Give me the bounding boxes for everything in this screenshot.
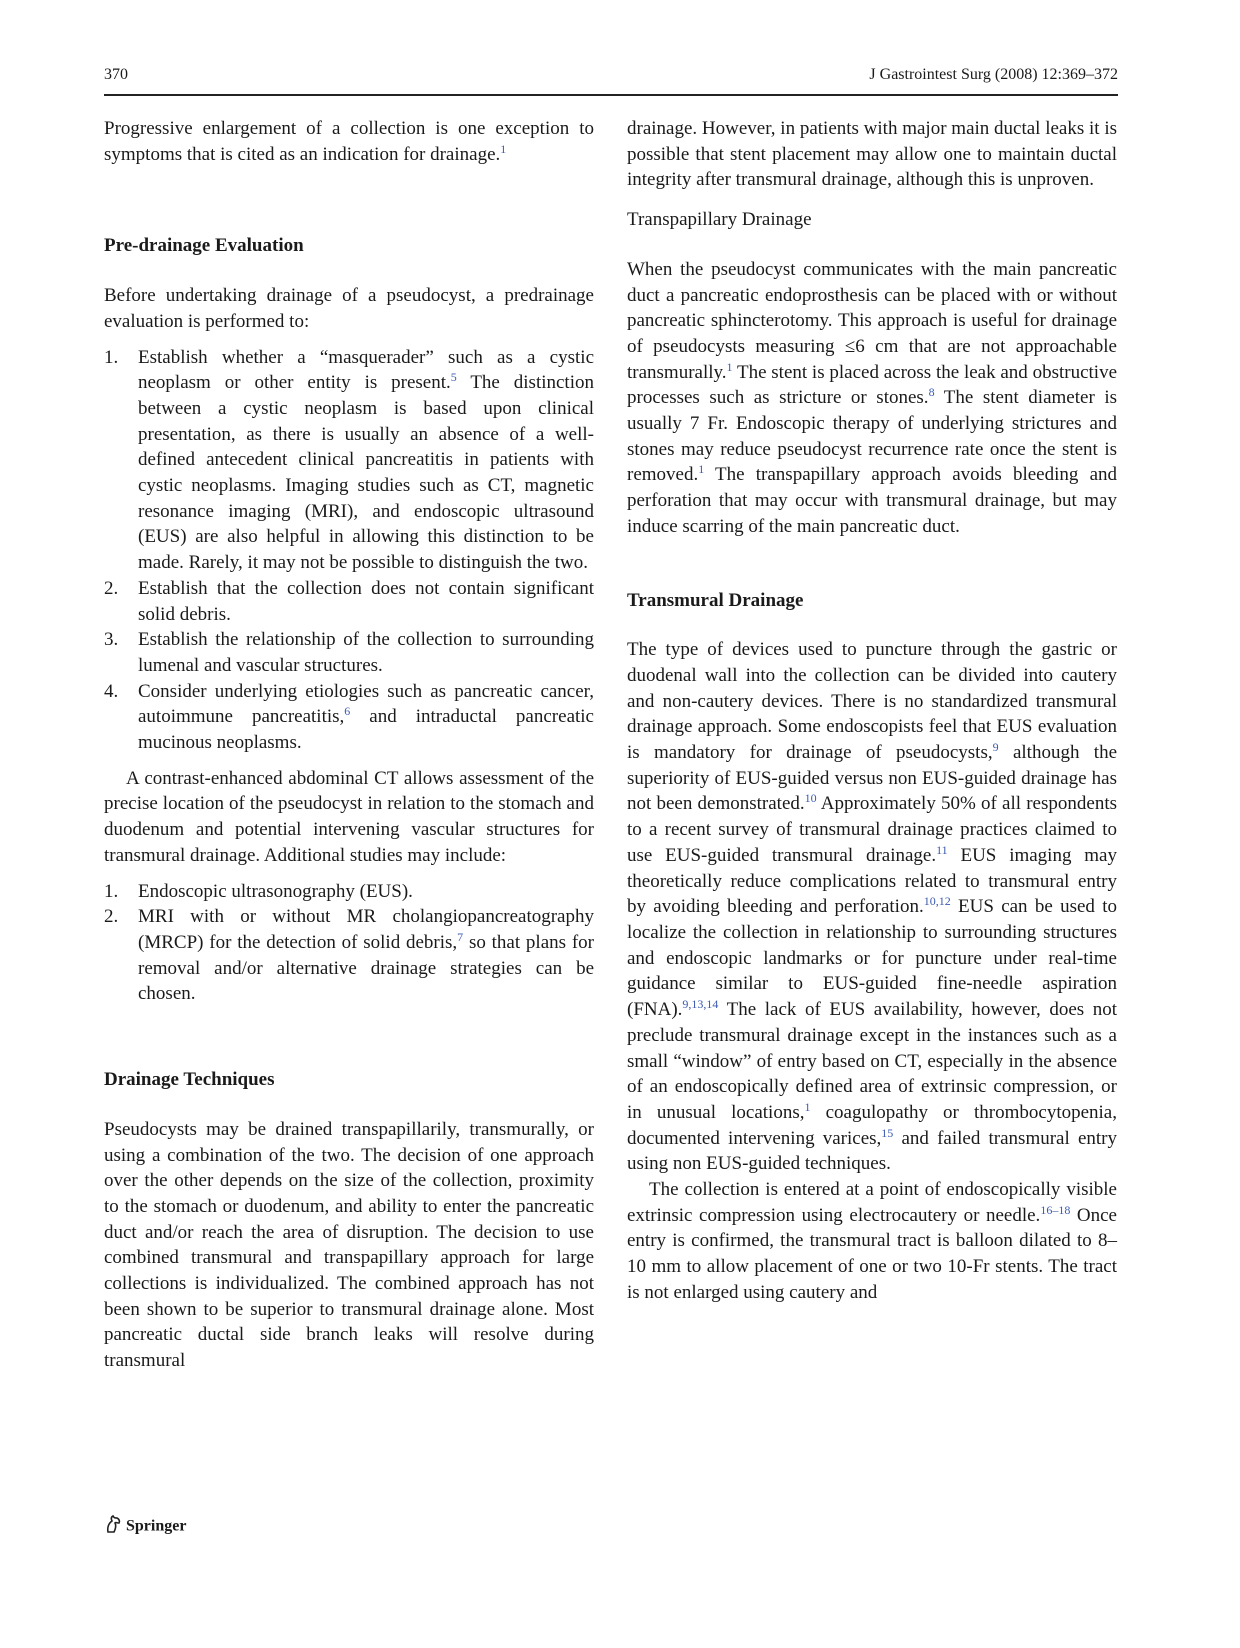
heading-transmural: Transmural Drainage [627,589,804,611]
paragraph-continued: drainage. However, in patients with major main ductal leaks it is possible that stent placement may allow one to maintain ductal integrity after transmural drainage, although this is unproven. [627,118,1117,191]
list-item: 1. Establish whether a “masquerader” such as a cystic neoplasm or other entity is present.$^5$ The distinction between a cystic neoplasm is based upon clinical presentation, as there is usually an absence of a well-defined antecedent clinical pancreatitis in patients with cystic neoplasms. Imaging studies such as CT, magnetic resonance imaging (MRI), and endoscopic ultrasound (EUS) are also helpful in allowing this distinction to be made. Rarely, it may not be possible to distinguish the two. [104,346,594,574]
paragraph-intro: Progressive enlargement of a collection is one exception to symptoms that is cited as an indication for drainage.$^1$ [104,118,594,165]
list-item: 2. Establish that the collection does not contain significant solid debris. [104,577,594,625]
reference-link[interactable]: 10 [804,791,817,806]
heading-drainage-techniques: Drainage Techniques [104,1069,275,1091]
paragraph-transpapillary: When the pseudocyst communicates with the main pancreatic duct a pancreatic endoprosthesis can be placed with or without pancreatic sphincterotomy. This approach is useful for drainage of pseudocysts measuring ≤6 cm that are not approachable transmurally.$^1$ The stent is placed across the leak and obstructive processes such as stricture or stones.$^8$ The stent diameter is usually 7 Fr. Endoscopic therapy of underlying strictures and stones may reduce pseudocyst recurrence rate once the stent is removed.$^1$ The transpapillary approach avoids bleeding and perforation that may occur with transmural drainage, but may induce scarring of the main pancreatic duct. [627,258,1117,537]
list-item: 2. MRI with or without MR cholangiopancreatography (MRCP) for the detection of solid debris,$^7$ so that plans for removal and/or alternative drainage strategies can be chosen. [104,906,594,1005]
reference-link[interactable]: 6 [344,704,351,719]
publisher-name: Springer [126,1517,187,1535]
paragraph-ct: A contrast-enhanced abdominal CT allows assessment of the precise location of the pseudocyst in relation to the stomach and duodenum and potential intervening vascular structures for transmural drainage. Additional studies may include: [104,767,594,866]
evaluation-list [104,345,594,756]
reference-link[interactable]: 8 [928,385,935,400]
running-header [104,64,1118,96]
paragraph-transmural: The type of devices used to puncture through the gastric or duodenal wall into the collection can be divided into cautery and non-cautery devices. There is no standardized transmural drainage approach. Some endoscopists feel that EUS evaluation is mandatory for drainage of pseudocysts,$^9$ although the superiority of EUS-guided versus non EUS-guided drainage has not been demonstrated.$^{10}$ Approximately 50% of all respondents to a recent survey of transmural drainage practices claimed to use EUS-guided transmural drainage.$^{11}$ EUS imaging may theoretically reduce complications related to transmural entry by avoiding bleeding and perforation.$^{10,12}$ EUS can be used to localize the collection in relationship to surrounding structures and endoscopic landmarks or for puncture under real-time guidance similar to EUS-guided fine-needle aspiration (FNA).$^{9,13,14}$ The lack of EUS availability, however, does not preclude transmural drainage except in the instances such as a small “window” of entry based on CT, especially in the absence of an endoscopically defined area of extrinsic compression, or in unusual locations,$^1$ coagulopathy or thrombocytopenia, documented intervening varices,$^{15}$ and failed transmural entry using non EUS-guided techniques. [627,639,1117,1175]
heading-pre-drainage: Pre-drainage Evaluation [104,235,304,257]
left-column [104,116,594,1374]
reference-link[interactable]: 5 [450,370,457,385]
reference-link[interactable]: 1 [698,462,705,477]
reference-link[interactable]: 11 [936,842,948,857]
list-item: 1. Endoscopic ultrasonography (EUS). [104,880,413,902]
additional-studies-list [104,879,594,1008]
reference-link[interactable]: 1 [726,359,733,374]
list-item: 3. Establish the relationship of the collection to surrounding lumenal and vascular structures. [104,629,594,676]
list-item: 4. Consider underlying etiologies such as pancreatic cancer, autoimmune pancreatitis,$^6$ and intraductal pancreatic mucinous neoplasms. [104,680,594,754]
paragraph-techniques: Pseudocysts may be drained transpapillarily, transmurally, or using a combination of the two. The decision of one approach over the other depends on the size of the collection, proximity to the stomach or duodenum, and ability to enter the pancreatic duct and/or reach the area of disruption. The decision to use combined transmural and transpapillary approach for large collections is individualized. The combined approach has not been shown to be superior to transmural drainage alone. Most pancreatic ductal side branch leaks will resolve during transmural [104,1118,594,1372]
reference-link[interactable]: 7 [457,929,464,944]
reference-link[interactable]: 15 [881,1125,894,1140]
right-column [627,116,1117,1306]
reference-link[interactable]: 16–18 [1040,1202,1071,1217]
reference-link[interactable]: 9,13,14 [682,997,719,1012]
reference-link[interactable]: 10,12 [923,894,951,909]
reference-link[interactable]: 9 [992,740,999,755]
paragraph-entry: The collection is entered at a point of endoscopically visible extrinsic compression using electrocautery or needle.$^{16-18}$ Once entry is confirmed, the transmural tract is balloon dilated to 8–10 mm to allow placement of one or two 10-Fr stents. The tract is not enlarged using cautery and [627,1179,1117,1303]
page-number: 370 [104,66,128,83]
paragraph-predrainage: Before undertaking drainage of a pseudocyst, a predrainage evaluation is performed to: [104,285,594,332]
reference-link[interactable]: 1 [804,1099,811,1114]
heading-transpapillary: Transpapillary Drainage [627,209,812,231]
springer-horse-icon [104,1514,122,1539]
journal-citation: J Gastrointest Surg (2008) 12:369–372 [869,66,1118,83]
publisher-footer [104,1514,186,1539]
reference-link[interactable]: 1 [500,141,507,156]
